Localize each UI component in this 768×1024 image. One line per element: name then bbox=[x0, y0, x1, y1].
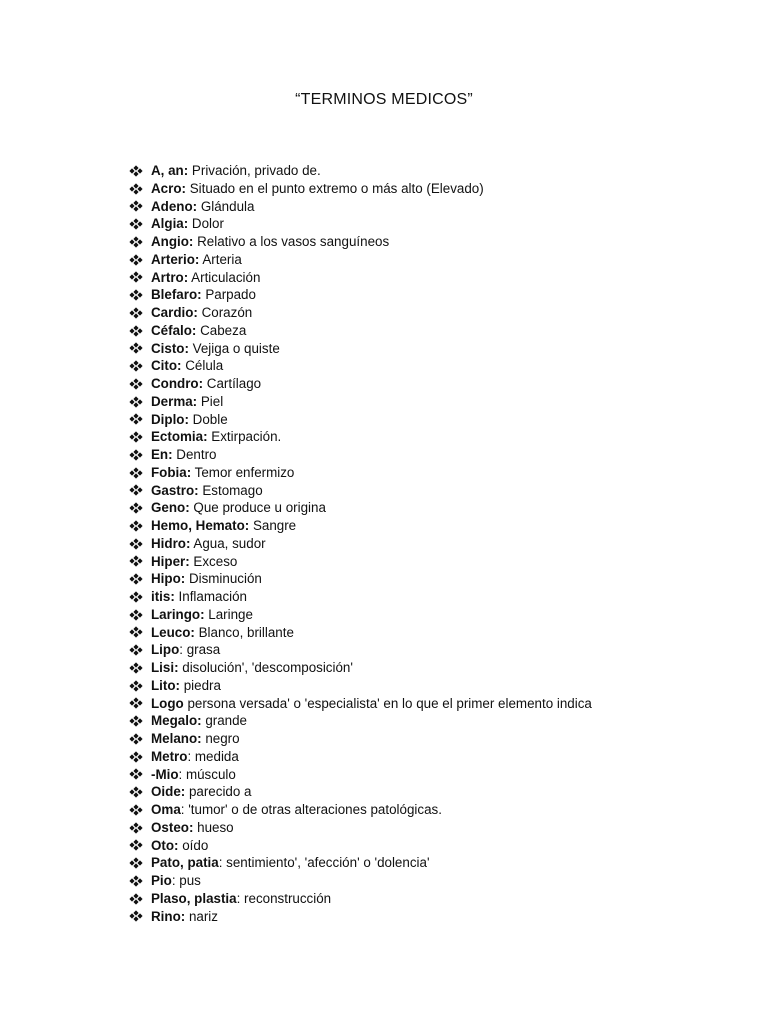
term-label: Fobia: bbox=[151, 464, 192, 480]
list-item bbox=[129, 801, 749, 819]
list-item bbox=[129, 712, 749, 730]
four-diamond-bullet-icon bbox=[129, 822, 143, 834]
term-label: Megalo: bbox=[151, 713, 202, 729]
four-diamond-bullet-icon bbox=[129, 609, 143, 621]
list-item bbox=[129, 357, 749, 375]
four-diamond-bullet-icon bbox=[129, 733, 143, 745]
term-label: Pato, patia bbox=[151, 855, 219, 871]
term-definition: Exceso bbox=[189, 553, 238, 569]
term-label: Adeno: bbox=[151, 198, 198, 214]
four-diamond-bullet-icon bbox=[129, 183, 143, 195]
list-item bbox=[129, 215, 749, 233]
term-definition: hueso bbox=[193, 819, 234, 835]
term-definition: Estomago bbox=[198, 482, 263, 498]
term-definition: Piel bbox=[197, 393, 224, 409]
term-label: Logo bbox=[151, 695, 184, 711]
term-label: En: bbox=[151, 447, 173, 462]
four-diamond-bullet-icon bbox=[129, 413, 143, 425]
four-diamond-bullet-icon bbox=[129, 396, 143, 408]
list-item bbox=[129, 570, 749, 588]
four-diamond-bullet-icon bbox=[129, 839, 143, 851]
term-definition: Laringe bbox=[204, 606, 253, 622]
term-label: Hiper: bbox=[151, 553, 190, 569]
list-item bbox=[129, 251, 749, 269]
list-item bbox=[129, 890, 749, 908]
list-item bbox=[129, 588, 749, 606]
four-diamond-bullet-icon bbox=[129, 236, 143, 248]
term-definition: Inflamación bbox=[174, 589, 248, 604]
list-item bbox=[129, 695, 749, 713]
list-item bbox=[129, 162, 749, 180]
term-definition: oído bbox=[178, 837, 209, 853]
term-label: Hipo: bbox=[151, 571, 186, 587]
four-diamond-bullet-icon bbox=[129, 378, 143, 390]
term-definition: persona versada' o 'especialista' en lo que el primer elemento indica bbox=[183, 695, 592, 711]
list-item bbox=[129, 748, 749, 766]
term-definition: Vejiga o quiste bbox=[188, 340, 280, 356]
list-item bbox=[129, 766, 749, 784]
list-item bbox=[129, 783, 749, 801]
term-definition: : reconstrucción bbox=[236, 890, 332, 906]
list-item bbox=[129, 908, 749, 926]
term-definition: : medida bbox=[187, 748, 239, 764]
term-definition: : sentimiento', 'afección' o 'dolencia' bbox=[218, 855, 430, 871]
term-label: Cisto: bbox=[151, 340, 189, 356]
term-definition: Blanco, brillante bbox=[194, 624, 294, 640]
term-definition: : grasa bbox=[179, 642, 221, 658]
term-label: Pio bbox=[151, 873, 172, 888]
term-definition: Extirpación. bbox=[207, 429, 282, 445]
document-title: “TERMINOS MEDICOS” bbox=[295, 91, 473, 108]
term-label: Céfalo: bbox=[151, 322, 197, 338]
list-item bbox=[129, 411, 749, 429]
list-item bbox=[129, 464, 749, 482]
term-label: Cito: bbox=[151, 358, 182, 374]
list-item bbox=[129, 322, 749, 340]
list-item bbox=[129, 286, 749, 304]
term-label: Oto: bbox=[151, 837, 179, 853]
term-label: Melano: bbox=[151, 731, 202, 746]
term-label: Condro: bbox=[151, 376, 204, 391]
four-diamond-bullet-icon bbox=[129, 360, 143, 372]
four-diamond-bullet-icon bbox=[129, 573, 143, 585]
term-definition: Glándula bbox=[197, 198, 255, 214]
term-label: Leuco: bbox=[151, 624, 195, 640]
four-diamond-bullet-icon bbox=[129, 502, 143, 514]
four-diamond-bullet-icon bbox=[129, 697, 143, 709]
term-label: Derma: bbox=[151, 393, 198, 409]
term-definition: Parpado bbox=[201, 287, 256, 303]
list-item bbox=[129, 872, 749, 890]
term-definition: Articulación bbox=[188, 269, 261, 285]
term-label: Lisi: bbox=[151, 660, 179, 675]
four-diamond-bullet-icon bbox=[129, 751, 143, 763]
four-diamond-bullet-icon bbox=[129, 680, 143, 692]
four-diamond-bullet-icon bbox=[129, 857, 143, 869]
four-diamond-bullet-icon bbox=[129, 768, 143, 780]
four-diamond-bullet-icon bbox=[129, 520, 143, 532]
term-definition: Agua, sudor bbox=[190, 535, 266, 551]
list-item bbox=[129, 535, 749, 553]
term-label: Acro: bbox=[151, 180, 186, 196]
term-definition: piedra bbox=[180, 677, 221, 693]
term-label: Angio: bbox=[151, 234, 194, 249]
list-item bbox=[129, 198, 749, 216]
four-diamond-bullet-icon bbox=[129, 307, 143, 319]
four-diamond-bullet-icon bbox=[129, 254, 143, 266]
list-item bbox=[129, 819, 749, 837]
list-item bbox=[129, 553, 749, 571]
term-definition: Que produce u origina bbox=[189, 500, 326, 516]
term-definition: Privación, privado de. bbox=[188, 163, 321, 178]
four-diamond-bullet-icon bbox=[129, 591, 143, 603]
term-label: Geno: bbox=[151, 500, 190, 516]
four-diamond-bullet-icon bbox=[129, 431, 143, 443]
list-item bbox=[129, 659, 749, 677]
list-item bbox=[129, 624, 749, 642]
four-diamond-bullet-icon bbox=[129, 875, 143, 887]
list-item bbox=[129, 269, 749, 287]
four-diamond-bullet-icon bbox=[129, 165, 143, 177]
term-definition: Cabeza bbox=[196, 322, 247, 338]
four-diamond-bullet-icon bbox=[129, 555, 143, 567]
list-item bbox=[129, 428, 749, 446]
four-diamond-bullet-icon bbox=[129, 644, 143, 656]
four-diamond-bullet-icon bbox=[129, 626, 143, 638]
list-item bbox=[129, 499, 749, 517]
term-definition: Dolor bbox=[188, 216, 224, 232]
list-item bbox=[129, 482, 749, 500]
term-definition: Doble bbox=[188, 411, 228, 427]
four-diamond-bullet-icon bbox=[129, 538, 143, 550]
term-definition: Temor enfermizo bbox=[191, 464, 295, 480]
term-label: Blefaro: bbox=[151, 287, 202, 303]
term-label: Diplo: bbox=[151, 411, 189, 427]
term-label: Hemo, Hemato: bbox=[151, 518, 250, 533]
term-label: Laringo: bbox=[151, 606, 205, 622]
list-item bbox=[129, 304, 749, 322]
four-diamond-bullet-icon bbox=[129, 325, 143, 337]
four-diamond-bullet-icon bbox=[129, 786, 143, 798]
term-label: Osteo: bbox=[151, 819, 194, 835]
list-item bbox=[129, 233, 749, 251]
term-label: Gastro: bbox=[151, 482, 199, 498]
term-definition: : músculo bbox=[178, 766, 236, 782]
four-diamond-bullet-icon bbox=[129, 271, 143, 283]
four-diamond-bullet-icon bbox=[129, 449, 143, 461]
list-item bbox=[129, 677, 749, 695]
list-item bbox=[129, 730, 749, 748]
four-diamond-bullet-icon bbox=[129, 715, 143, 727]
term-label: Ectomia: bbox=[151, 429, 208, 445]
term-list bbox=[129, 162, 749, 925]
term-definition: negro bbox=[201, 731, 240, 746]
four-diamond-bullet-icon bbox=[129, 342, 143, 354]
four-diamond-bullet-icon bbox=[129, 910, 143, 922]
term-definition: Dentro bbox=[172, 447, 217, 462]
term-label: Plaso, plastia bbox=[151, 890, 237, 906]
term-label: Oide: bbox=[151, 784, 186, 800]
term-label: Oma bbox=[151, 802, 181, 817]
four-diamond-bullet-icon bbox=[129, 218, 143, 230]
four-diamond-bullet-icon bbox=[129, 289, 143, 301]
term-label: Lipo bbox=[151, 642, 180, 658]
term-definition: Disminución bbox=[185, 571, 262, 587]
four-diamond-bullet-icon bbox=[129, 804, 143, 816]
list-item bbox=[129, 446, 749, 464]
term-definition: Situado en el punto extremo o más alto (Elevado) bbox=[185, 180, 484, 196]
term-definition: Relativo a los vasos sanguíneos bbox=[193, 234, 390, 249]
term-label: -Mio bbox=[151, 766, 179, 782]
term-definition: Sangre bbox=[249, 518, 297, 533]
term-definition: : pus bbox=[171, 873, 201, 888]
list-item bbox=[129, 606, 749, 624]
list-item bbox=[129, 641, 749, 659]
four-diamond-bullet-icon bbox=[129, 662, 143, 674]
four-diamond-bullet-icon bbox=[129, 200, 143, 212]
term-definition: disolución', 'descomposición' bbox=[178, 660, 353, 675]
term-definition: : 'tumor' o de otras alteraciones patológicas. bbox=[180, 802, 442, 817]
term-label: Algia: bbox=[151, 216, 189, 232]
list-item bbox=[129, 340, 749, 358]
term-definition: parecido a bbox=[185, 784, 252, 800]
term-label: Rino: bbox=[151, 908, 186, 924]
four-diamond-bullet-icon bbox=[129, 484, 143, 496]
term-definition: Corazón bbox=[197, 305, 253, 320]
term-label: Lito: bbox=[151, 677, 180, 693]
term-label: A, an: bbox=[151, 163, 189, 178]
term-label: Cardio: bbox=[151, 305, 198, 320]
term-definition: Arteria bbox=[199, 251, 242, 267]
term-label: itis: bbox=[151, 589, 175, 604]
term-definition: nariz bbox=[185, 908, 218, 924]
list-item bbox=[129, 517, 749, 535]
list-item bbox=[129, 837, 749, 855]
term-definition: Célula bbox=[181, 358, 224, 374]
list-item bbox=[129, 393, 749, 411]
term-label: Hidro: bbox=[151, 535, 191, 551]
term-definition: grande bbox=[201, 713, 248, 729]
list-item bbox=[129, 854, 749, 872]
term-label: Metro bbox=[151, 748, 188, 764]
four-diamond-bullet-icon bbox=[129, 893, 143, 905]
term-label: Artro: bbox=[151, 269, 189, 285]
term-label: Arterio: bbox=[151, 251, 200, 267]
list-item bbox=[129, 375, 749, 393]
four-diamond-bullet-icon bbox=[129, 467, 143, 479]
list-item bbox=[129, 180, 749, 198]
term-definition: Cartílago bbox=[203, 376, 262, 391]
